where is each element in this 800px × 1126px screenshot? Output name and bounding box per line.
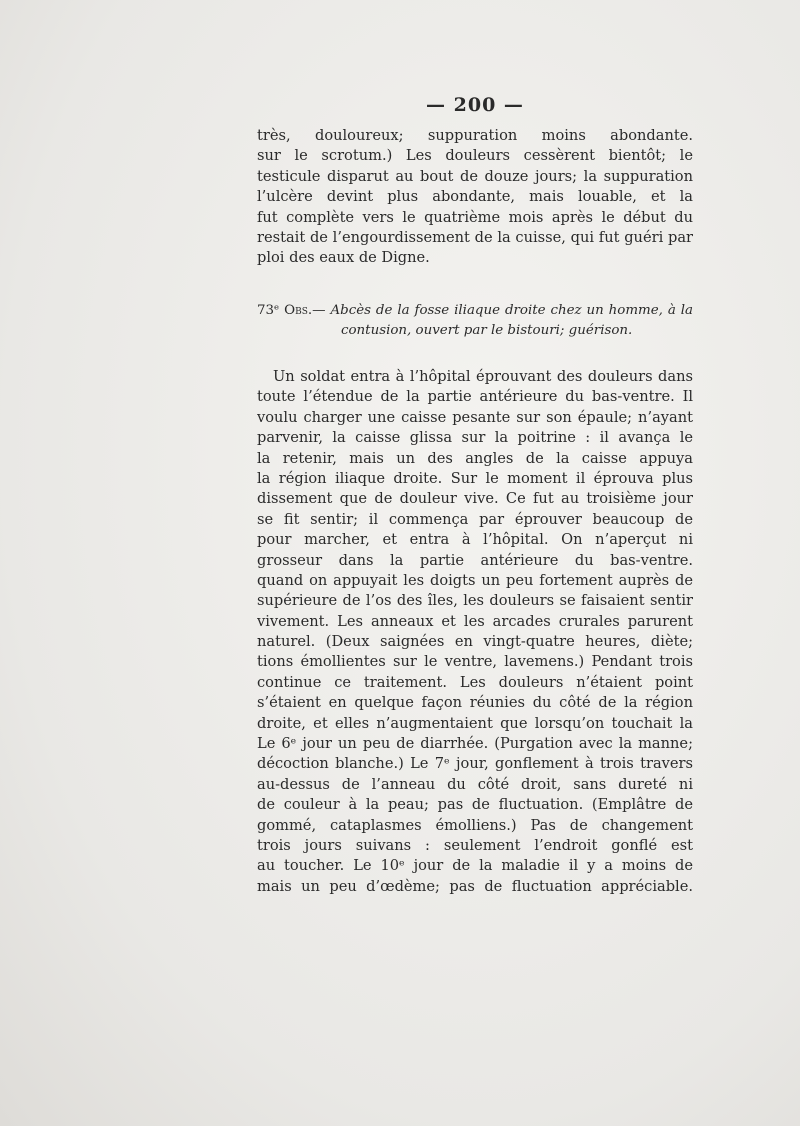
text-line: sur le scrotum.) Les douleurs cessèrent bientôt; le [257, 147, 693, 165]
text-line: toute l’étendue de la partie antérieure du bas-ventre. Il [257, 388, 693, 406]
text-line: au toucher. Le 10ᵉ jour de la maladie il y a moins de [257, 857, 693, 875]
text-line: naturel. (Deux saignées en vingt-quatre heures, diète; [257, 633, 693, 651]
text-line: s’étaient en quelque façon réunies du côté de la région [257, 694, 693, 712]
text-line: ploi des eaux de Digne. [257, 249, 430, 267]
text-line: très, douloureux; suppuration moins abondante. [257, 127, 693, 144]
text-line: grosseur dans la partie antérieure du bas-ventre. [257, 551, 693, 569]
text-line: restait de l’engourdissement de la cuisse, qui fut guéri par [257, 228, 693, 246]
text-line: parvenir, la caisse glissa sur la poitrine : il avança le [257, 429, 693, 447]
text-line: dissement que de douleur vive. Ce fut au troisième jour [257, 490, 693, 508]
text-line: supérieure de l’os des îles, les douleurs se faisaient sentir [257, 592, 693, 610]
text-line: droite, et elles n’augmentaient que lorsqu’on touchait la [257, 714, 693, 732]
text-line: se fit sentir; il commença par éprouver beaucoup de [257, 510, 693, 528]
text-line: gommé, cataplasmes émolliens.) Pas de changement [257, 816, 693, 834]
observation-body [257, 367, 693, 897]
text-line: continue ce traitement. Les douleurs n’étaient point [257, 673, 693, 691]
paragraph-continuation [257, 126, 693, 269]
text-line: l’ulcère devint plus abondante, mais louable, et la [257, 188, 693, 206]
text-line: la retenir, mais un des angles de la caisse appuya [257, 449, 693, 467]
text-line: Un soldat entra à l’hôpital éprouvant des douleurs dans [273, 368, 693, 385]
text-line: au-dessus de l’anneau du côté droit, sans dureté ni [257, 775, 693, 793]
text-line: la région iliaque droite. Sur le moment il éprouva plus [257, 469, 693, 487]
observation-number: 73ᵉ Obs.— [257, 303, 326, 318]
text-line: mais un peu d’œdème; pas de fluctuation appréciable. [257, 877, 693, 895]
page-number: — 200 — [426, 94, 524, 116]
text-line: Le 6ᵉ jour un peu de diarrhée. (Purgation avec la manne; [257, 735, 693, 753]
text-line: trois jours suivans : seulement l’endroit gonflé est [257, 836, 693, 854]
observation-title-line [257, 300, 693, 320]
text-line: testicule disparut au bout de douze jours; la suppuration [257, 167, 693, 185]
text-line: pour marcher, et entra à l’hôpital. On n’aperçut ni [257, 531, 693, 549]
text-line: tions émollientes sur le ventre, lavemens.) Pendant trois [257, 653, 693, 671]
observation-title-line: contusion, ouvert par le bistouri; guérison. [341, 323, 633, 339]
text-line: de couleur à la peau; pas de fluctuation. (Emplâtre de [257, 796, 693, 814]
observation-heading [257, 300, 693, 341]
text-line: vivement. Les anneaux et les arcades crurales parurent [257, 612, 693, 630]
text-line: décoction blanche.) Le 7ᵉ jour, gonflement à trois travers [257, 755, 693, 773]
observation-title-text: Abcès de la fosse iliaque droite chez un homme, à la [330, 303, 693, 318]
text-line: voulu charger une caisse pesante sur son épaule; n’ayant [257, 408, 693, 426]
text-line: fut complète vers le quatrième mois après le début du [257, 208, 693, 226]
text-line: quand on appuyait les doigts un peu fortement auprès de [257, 571, 693, 589]
